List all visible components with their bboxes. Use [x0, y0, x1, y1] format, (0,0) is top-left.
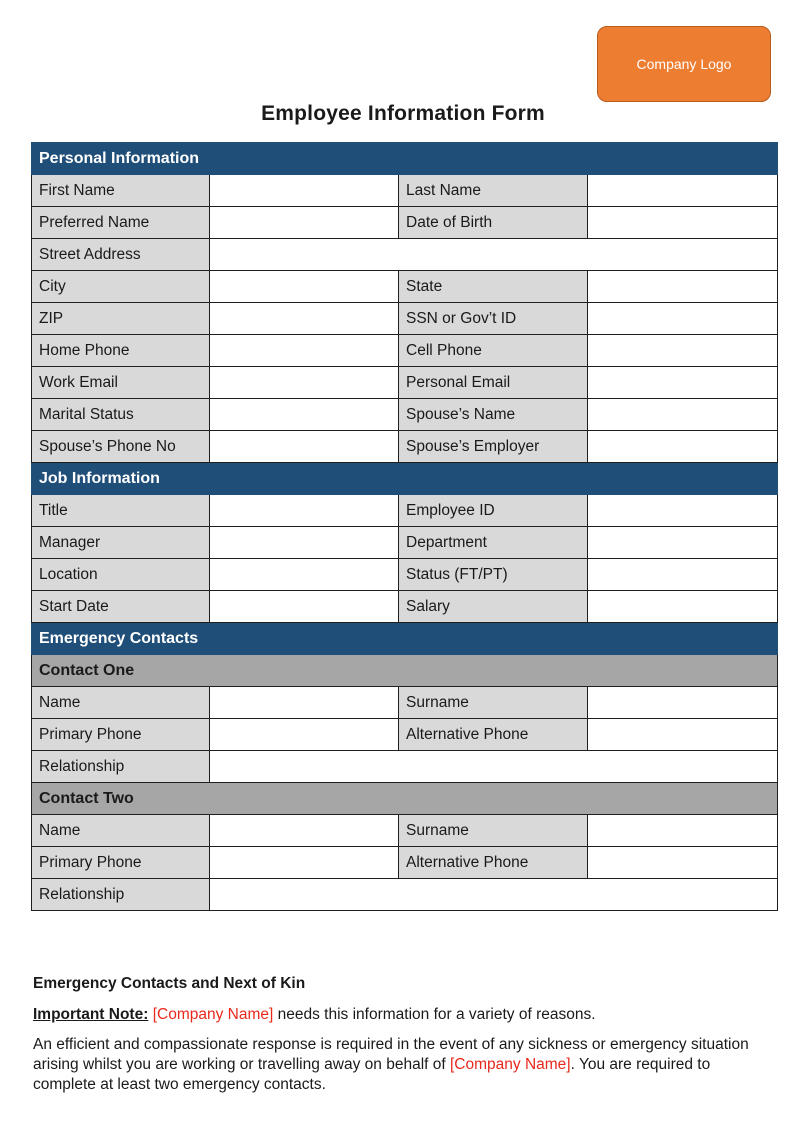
company-logo: Company Logo: [597, 26, 771, 102]
home-phone-field[interactable]: [210, 335, 399, 367]
company-name-placeholder: [Company Name]: [450, 1056, 571, 1073]
manager-label: Manager: [32, 527, 210, 559]
important-note: [33, 1006, 758, 1024]
section-header-job: [32, 463, 778, 495]
subheader-title: Contact Two: [32, 783, 778, 815]
contact-one-surname-label: Surname: [399, 687, 588, 719]
first-name-label: First Name: [32, 175, 210, 207]
form-row: [32, 495, 778, 527]
form-row: [32, 271, 778, 303]
street-address-field[interactable]: [210, 239, 778, 271]
notes-section: [33, 975, 758, 1095]
form-row: [32, 815, 778, 847]
contact-two-relationship-field[interactable]: [210, 879, 778, 911]
ssn-label: SSN or Gov’t ID: [399, 303, 588, 335]
form-row: [32, 591, 778, 623]
contact-two-alt-phone-label: Alternative Phone: [399, 847, 588, 879]
ssn-field[interactable]: [588, 303, 778, 335]
last-name-label: Last Name: [399, 175, 588, 207]
paragraph-text-1: An efficient and compassionate response is required in the event of any sickness or emergency situation arising whilst you are working or travelling away on behalf of: [33, 1036, 749, 1073]
company-name-placeholder: [Company Name]: [152, 1006, 274, 1023]
form-row: [32, 847, 778, 879]
section-title: Personal Information: [32, 143, 778, 175]
date-of-birth-label: Date of Birth: [399, 207, 588, 239]
start-date-field[interactable]: [210, 591, 399, 623]
department-label: Department: [399, 527, 588, 559]
form-row: [32, 527, 778, 559]
important-note-label: Important Note:: [33, 1006, 149, 1023]
contact-one-alt-phone-field[interactable]: [588, 719, 778, 751]
form-row: [32, 719, 778, 751]
spouse-phone-label: Spouse’s Phone No: [32, 431, 210, 463]
contact-one-alt-phone-label: Alternative Phone: [399, 719, 588, 751]
contact-one-name-field[interactable]: [210, 687, 399, 719]
form-row: [32, 303, 778, 335]
first-name-field[interactable]: [210, 175, 399, 207]
form-row: [32, 431, 778, 463]
location-label: Location: [32, 559, 210, 591]
location-field[interactable]: [210, 559, 399, 591]
salary-label: Salary: [399, 591, 588, 623]
salary-field[interactable]: [588, 591, 778, 623]
subheader-contact-one: [32, 655, 778, 687]
start-date-label: Start Date: [32, 591, 210, 623]
employee-id-label: Employee ID: [399, 495, 588, 527]
date-of-birth-field[interactable]: [588, 207, 778, 239]
marital-status-label: Marital Status: [32, 399, 210, 431]
department-field[interactable]: [588, 527, 778, 559]
state-label: State: [399, 271, 588, 303]
zip-label: ZIP: [32, 303, 210, 335]
contact-two-alt-phone-field[interactable]: [588, 847, 778, 879]
spouse-name-label: Spouse’s Name: [399, 399, 588, 431]
form-row: [32, 751, 778, 783]
street-address-label: Street Address: [32, 239, 210, 271]
work-email-label: Work Email: [32, 367, 210, 399]
city-field[interactable]: [210, 271, 399, 303]
form-row: [32, 175, 778, 207]
preferred-name-field[interactable]: [210, 207, 399, 239]
city-label: City: [32, 271, 210, 303]
job-title-field[interactable]: [210, 495, 399, 527]
spouse-phone-field[interactable]: [210, 431, 399, 463]
preferred-name-label: Preferred Name: [32, 207, 210, 239]
notes-heading: Emergency Contacts and Next of Kin: [33, 975, 306, 992]
personal-email-field[interactable]: [588, 367, 778, 399]
spouse-name-field[interactable]: [588, 399, 778, 431]
contact-two-surname-label: Surname: [399, 815, 588, 847]
form-row: [32, 335, 778, 367]
form-row: [32, 367, 778, 399]
contact-two-relationship-label: Relationship: [32, 879, 210, 911]
employee-id-field[interactable]: [588, 495, 778, 527]
section-title: Emergency Contacts: [32, 623, 778, 655]
form-row: [32, 399, 778, 431]
manager-field[interactable]: [210, 527, 399, 559]
form-row: [32, 879, 778, 911]
section-title: Job Information: [32, 463, 778, 495]
home-phone-label: Home Phone: [32, 335, 210, 367]
contact-two-primary-phone-field[interactable]: [210, 847, 399, 879]
form-row: [32, 687, 778, 719]
section-header-personal: [32, 143, 778, 175]
status-label: Status (FT/PT): [399, 559, 588, 591]
form-row: [32, 559, 778, 591]
subheader-title: Contact One: [32, 655, 778, 687]
spouse-employer-field[interactable]: [588, 431, 778, 463]
form-row: [32, 239, 778, 271]
contact-two-name-label: Name: [32, 815, 210, 847]
contact-one-surname-field[interactable]: [588, 687, 778, 719]
work-email-field[interactable]: [210, 367, 399, 399]
job-title-label: Title: [32, 495, 210, 527]
form-title: Employee Information Form: [261, 102, 545, 125]
important-note-text: needs this information for a variety of reasons.: [273, 1006, 596, 1023]
contact-two-name-field[interactable]: [210, 815, 399, 847]
contact-two-surname-field[interactable]: [588, 815, 778, 847]
contact-one-relationship-label: Relationship: [32, 751, 210, 783]
last-name-field[interactable]: [588, 175, 778, 207]
personal-email-label: Personal Email: [399, 367, 588, 399]
state-field[interactable]: [588, 271, 778, 303]
cell-phone-label: Cell Phone: [399, 335, 588, 367]
spouse-employer-label: Spouse’s Employer: [399, 431, 588, 463]
section-header-emergency: [32, 623, 778, 655]
contact-one-primary-phone-label: Primary Phone: [32, 719, 210, 751]
employee-form-table: [31, 142, 778, 911]
paragraph-text-2: . You are required to complete at least two emergency contacts.: [33, 1056, 711, 1093]
contact-one-name-label: Name: [32, 687, 210, 719]
contact-two-primary-phone-label: Primary Phone: [32, 847, 210, 879]
notes-paragraph: [33, 1035, 758, 1095]
marital-status-field[interactable]: [210, 399, 399, 431]
contact-one-relationship-field[interactable]: [210, 751, 778, 783]
contact-one-primary-phone-field[interactable]: [210, 719, 399, 751]
cell-phone-field[interactable]: [588, 335, 778, 367]
zip-field[interactable]: [210, 303, 399, 335]
form-row: [32, 207, 778, 239]
status-field[interactable]: [588, 559, 778, 591]
subheader-contact-two: [32, 783, 778, 815]
